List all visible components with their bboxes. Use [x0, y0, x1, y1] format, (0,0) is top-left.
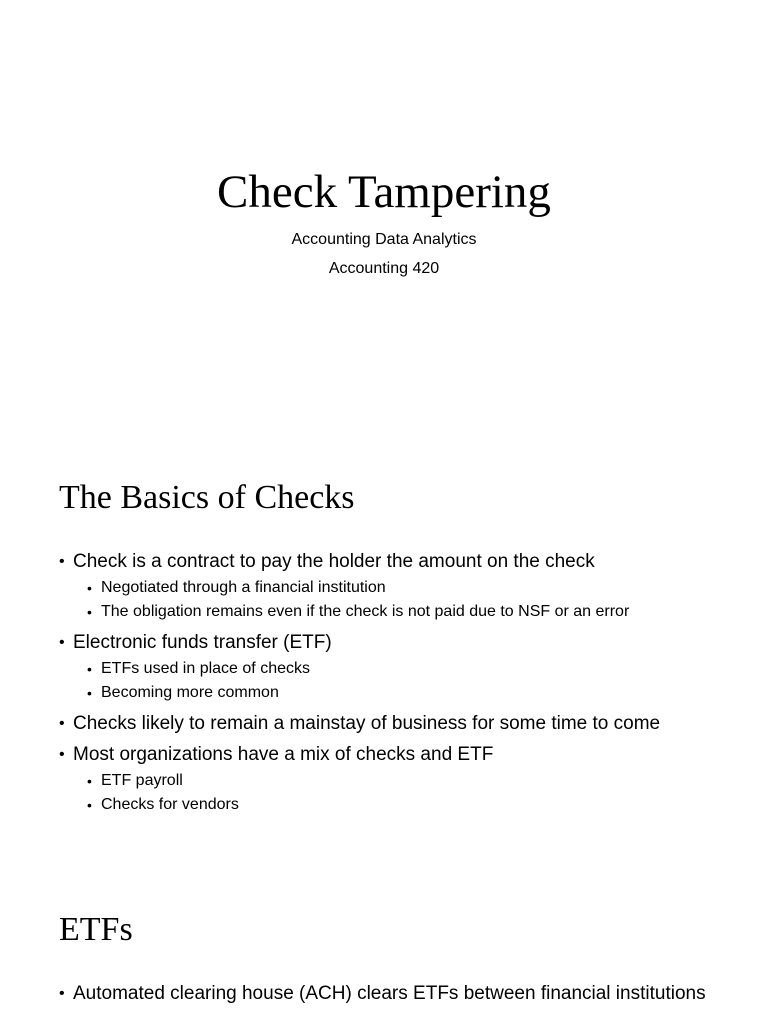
sub-bullet-item: • The obligation remains even if the check is not paid due to NSF or an error — [87, 600, 728, 624]
sub-bullet-item: • Checks for vendors — [87, 793, 728, 817]
bullet-item — [59, 982, 728, 1005]
bullet-text: Check is a contract to pay the holder the amount on the check — [73, 551, 595, 572]
sub-bullet-item: • Negotiated through a financial institution — [87, 576, 728, 600]
slide-title: Check Tampering — [217, 166, 551, 218]
bullet-text: Automated clearing house (ACH) clears ETFs between financial institutions — [73, 983, 706, 1004]
bullet-text: Most organizations have a mix of checks and ETF — [73, 744, 494, 765]
sub-bullet-item: • Becoming more common — [87, 681, 728, 705]
etfs-slide — [0, 864, 768, 1024]
slide-heading: ETFs — [59, 911, 133, 948]
sub-bullet-item: • ETFs used in place of checks — [87, 657, 728, 681]
sub-bullet-list — [73, 576, 728, 624]
bullet-item — [59, 631, 728, 705]
title-slide — [0, 0, 768, 432]
slide-heading: The Basics of Checks — [59, 479, 355, 516]
bullet-text: Checks likely to remain a mainstay of business for some time to come — [73, 713, 661, 734]
bullet-item — [59, 743, 728, 817]
bullet-list — [59, 550, 728, 824]
basics-slide — [0, 432, 768, 864]
sub-bullet-list — [73, 657, 728, 705]
slide-subtitle-course: Accounting Data Analytics — [291, 231, 477, 248]
bullet-item — [59, 712, 728, 736]
sub-bullet-list — [73, 769, 728, 817]
sub-bullet-item: • ETF payroll — [87, 769, 728, 793]
bullet-item — [59, 550, 728, 624]
slide-subtitle-number: Accounting 420 — [328, 260, 440, 277]
bullet-text: Electronic funds transfer (ETF) — [73, 632, 332, 653]
bullet-list — [59, 982, 728, 1012]
